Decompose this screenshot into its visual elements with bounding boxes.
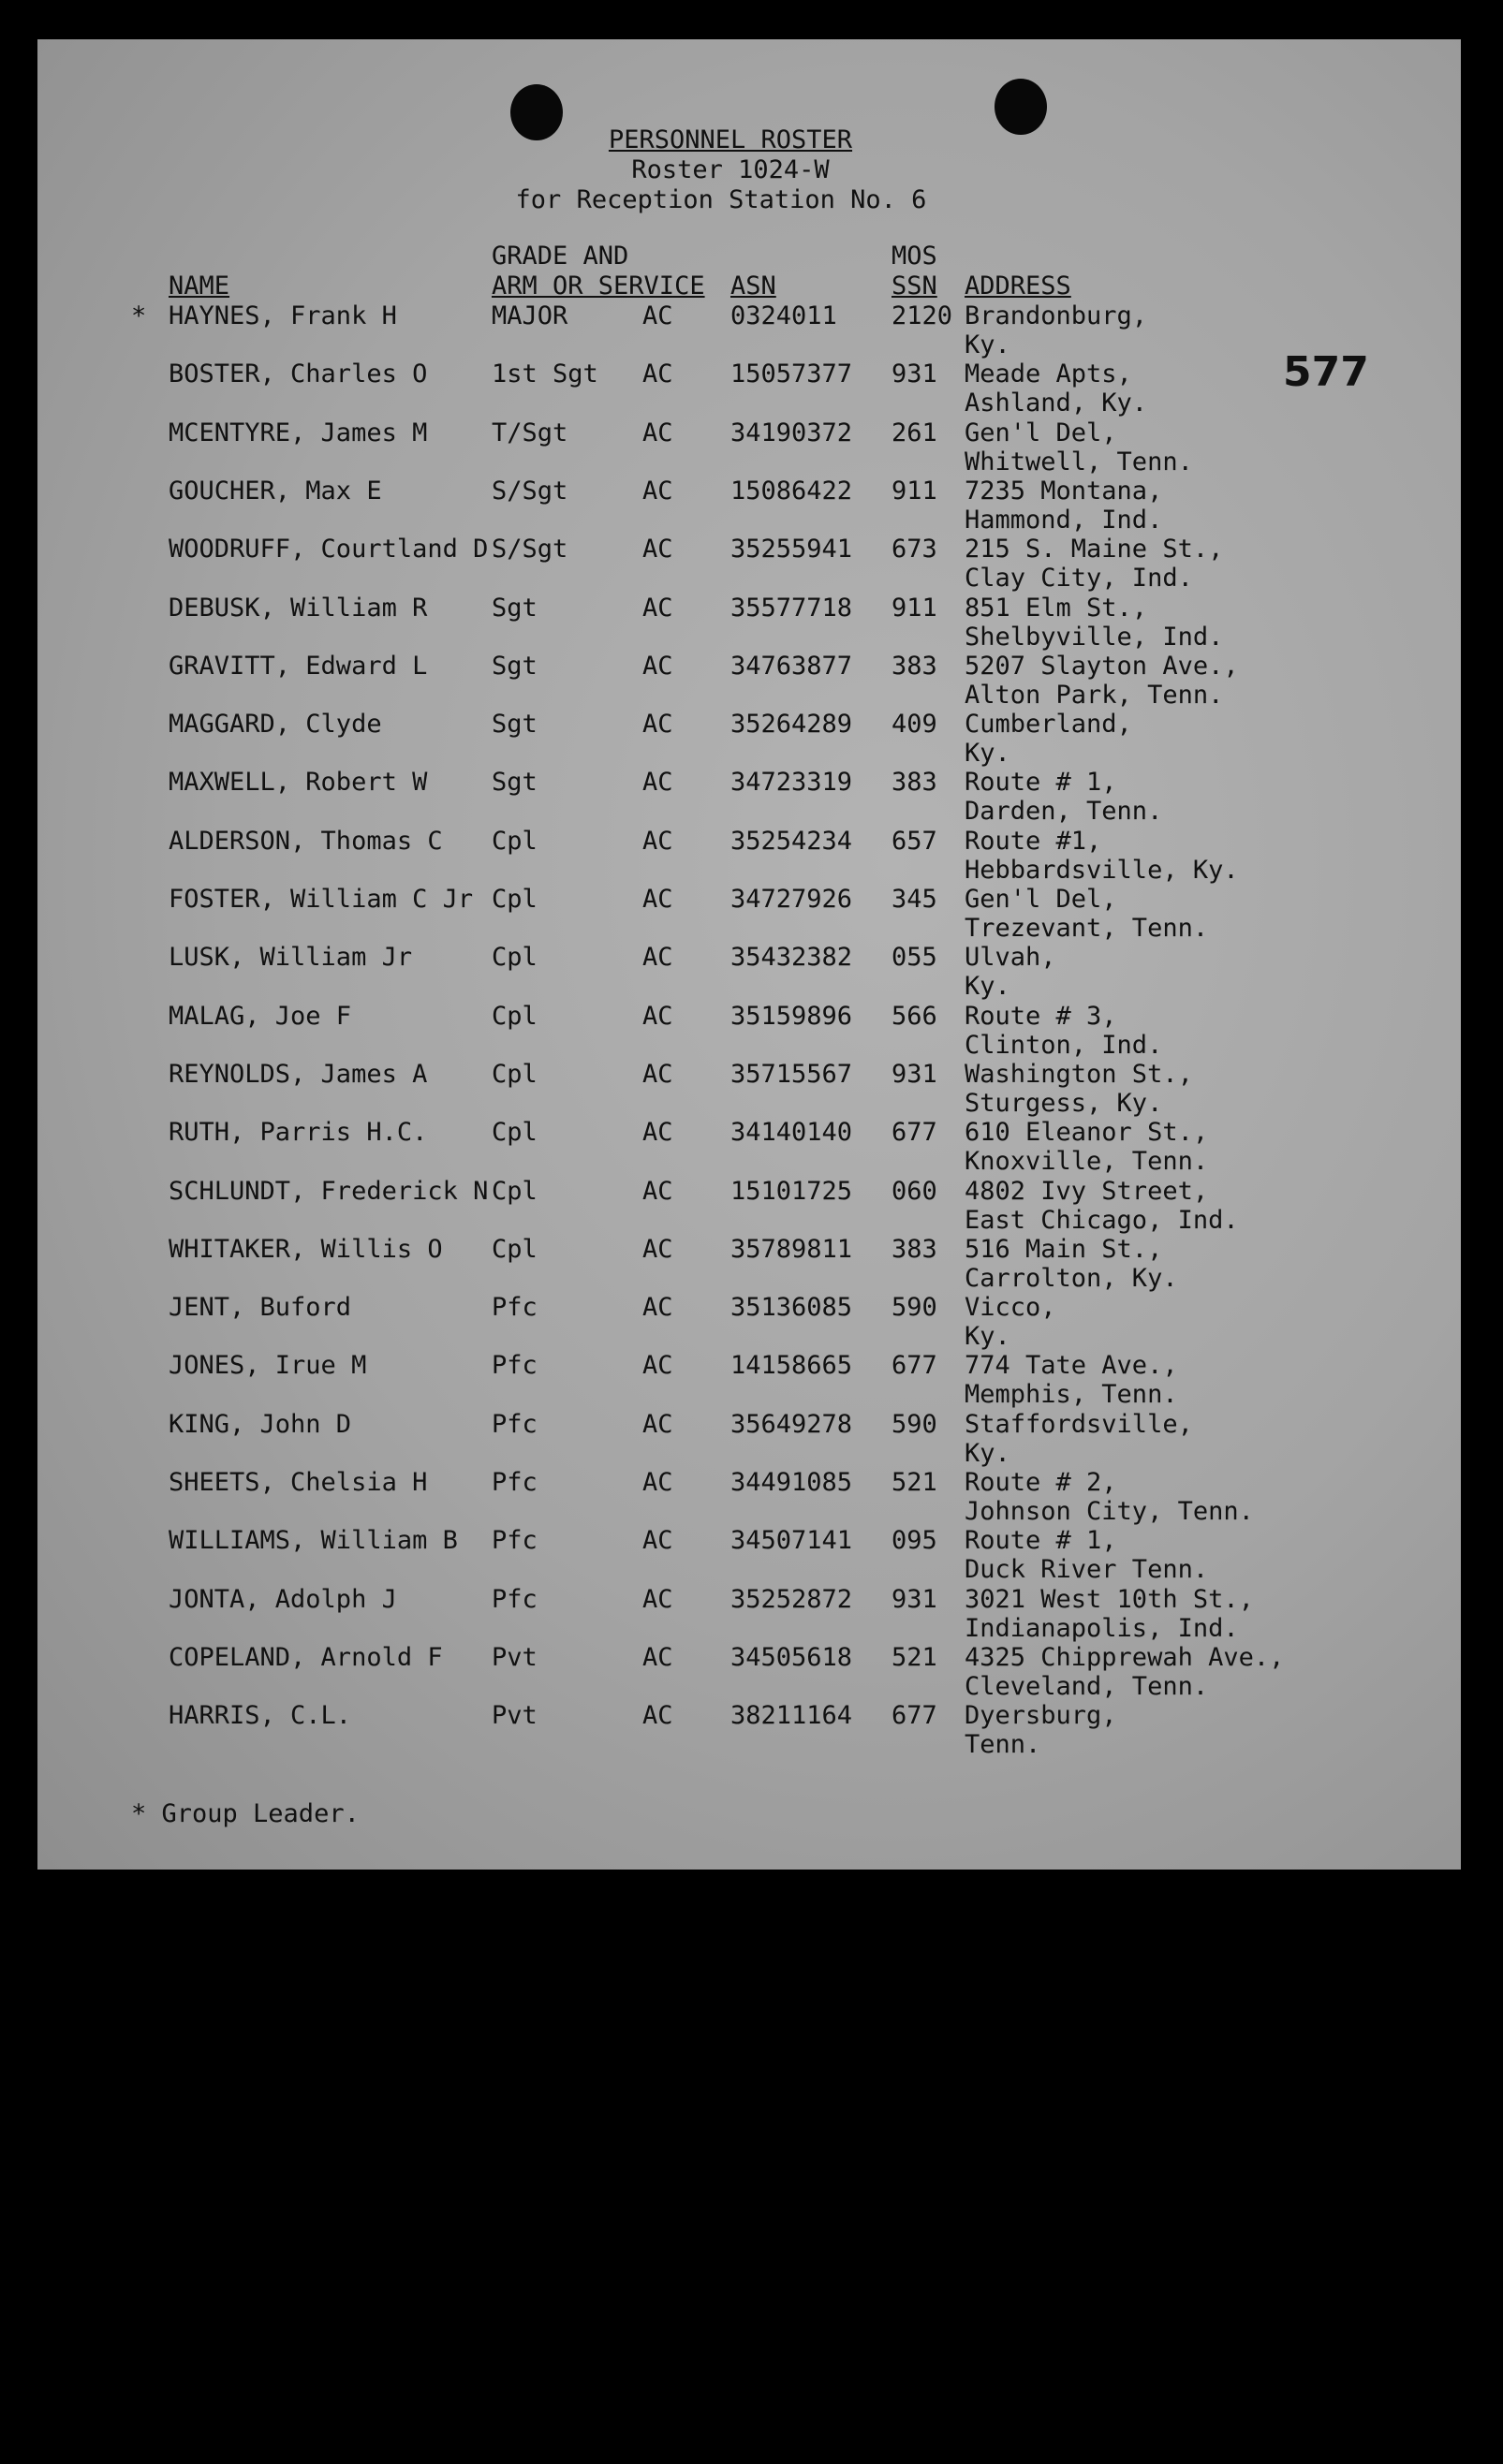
row-asn: 34507141 — [730, 1526, 853, 1556]
row-address-line1: 215 S. Maine St., — [965, 535, 1224, 565]
row-mos: 931 — [891, 359, 937, 389]
row-grade: Pvt — [492, 1701, 538, 1731]
table-row — [37, 1410, 1461, 1468]
row-mos: 521 — [891, 1642, 937, 1672]
row-address-line2: Alton Park, Tenn. — [965, 680, 1224, 710]
row-address-line1: Washington St., — [965, 1059, 1193, 1089]
row-mos: 590 — [891, 1409, 937, 1439]
row-arm-service: AC — [642, 301, 673, 330]
row-address-line1: Dyersburg, — [965, 1701, 1117, 1731]
row-address-line1: 774 Tate Ave., — [965, 1351, 1178, 1381]
row-asn: 34727926 — [730, 885, 853, 914]
row-address-line2: Darden, Tenn. — [965, 797, 1163, 827]
table-row — [37, 943, 1461, 1001]
row-address-line1: 610 Eleanor St., — [965, 1118, 1209, 1148]
row-arm-service: AC — [642, 476, 673, 506]
row-address-line1: 7235 Montana, — [965, 476, 1163, 506]
row-grade: Pvt — [492, 1642, 538, 1672]
row-asn: 35577718 — [730, 593, 853, 623]
table-row — [37, 1701, 1461, 1759]
row-grade: Pfc — [492, 1293, 538, 1323]
row-address-line1: Ulvah, — [965, 943, 1056, 973]
row-mos: 677 — [891, 1351, 937, 1381]
roster-subtitle: for Reception Station No. 6 — [515, 185, 927, 214]
row-address-line2: Tenn. — [965, 1730, 1041, 1760]
row-address-line2: Shelbyville, Ind. — [965, 622, 1224, 652]
row-arm-service: AC — [642, 418, 673, 447]
row-arm-service: AC — [642, 1118, 673, 1148]
row-name: JENT, Buford — [169, 1293, 352, 1323]
table-row — [37, 1118, 1461, 1176]
row-grade: MAJOR — [492, 301, 568, 330]
row-address-line1: 4325 Chipprewah Ave., — [965, 1642, 1285, 1672]
row-grade: Cpl — [492, 1176, 538, 1206]
row-mos: 345 — [891, 885, 937, 914]
col-mos-header: SSN — [891, 271, 937, 301]
row-asn: 15101725 — [730, 1176, 853, 1206]
row-grade: Pfc — [492, 1409, 538, 1439]
row-arm-service: AC — [642, 943, 673, 973]
row-address-line2: Ky. — [965, 330, 1010, 359]
roster-page — [37, 39, 1461, 1870]
table-row — [37, 885, 1461, 943]
row-mos: 931 — [891, 1059, 937, 1089]
row-address-line2: Memphis, Tenn. — [965, 1380, 1178, 1410]
row-mos: 590 — [891, 1293, 937, 1323]
row-grade: Cpl — [492, 1059, 538, 1089]
row-mos: 383 — [891, 1234, 937, 1264]
row-mos: 383 — [891, 768, 937, 798]
row-address-line1: Route #1, — [965, 826, 1102, 856]
row-asn: 35789811 — [730, 1234, 853, 1264]
row-arm-service: AC — [642, 1293, 673, 1323]
row-mos: 566 — [891, 1001, 937, 1031]
table-row — [37, 1526, 1461, 1584]
table-row — [37, 477, 1461, 535]
row-address-line1: Vicco, — [965, 1293, 1056, 1323]
row-grade: Sgt — [492, 651, 538, 681]
row-arm-service: AC — [642, 1059, 673, 1089]
row-arm-service: AC — [642, 1351, 673, 1381]
row-asn: 34491085 — [730, 1468, 853, 1497]
table-row — [37, 418, 1461, 477]
row-grade: 1st Sgt — [492, 359, 598, 389]
row-address-line2: Ashland, Ky. — [965, 389, 1148, 418]
row-address-line1: 4802 Ivy Street, — [965, 1176, 1209, 1206]
row-asn: 38211164 — [730, 1701, 853, 1731]
table-row — [37, 1060, 1461, 1118]
table-row — [37, 535, 1461, 593]
row-arm-service: AC — [642, 1234, 673, 1264]
row-address-line2: Duck River Tenn. — [965, 1555, 1209, 1585]
table-row — [37, 1177, 1461, 1235]
row-name: SCHLUNDT, Frederick N — [169, 1176, 489, 1206]
row-name: WOODRUFF, Courtland D — [169, 535, 489, 565]
row-grade: Sgt — [492, 768, 538, 798]
row-address-line1: Route # 1, — [965, 768, 1117, 798]
row-arm-service: AC — [642, 1468, 673, 1497]
col-asn-header: ASN — [730, 271, 776, 301]
row-grade: S/Sgt — [492, 535, 568, 565]
row-asn: 35159896 — [730, 1001, 853, 1031]
row-asn: 34723319 — [730, 768, 853, 798]
row-address-line1: Meade Apts, — [965, 359, 1132, 389]
row-mos: 095 — [891, 1526, 937, 1556]
table-row — [37, 594, 1461, 652]
row-name: SHEETS, Chelsia H — [169, 1468, 428, 1497]
row-address-line1: 851 Elm St., — [965, 593, 1148, 623]
table-row — [37, 652, 1461, 710]
row-name: BOSTER, Charles O — [169, 359, 428, 389]
row-grade: Cpl — [492, 885, 538, 914]
col-address-header: ADDRESS — [965, 271, 1071, 301]
row-arm-service: AC — [642, 651, 673, 681]
row-mos: 060 — [891, 1176, 937, 1206]
row-asn: 34190372 — [730, 418, 853, 447]
table-row — [37, 1235, 1461, 1293]
table-row — [37, 1643, 1461, 1701]
row-arm-service: AC — [642, 768, 673, 798]
row-address-line1: Brandonburg, — [965, 301, 1148, 330]
row-asn: 35264289 — [730, 710, 853, 740]
row-name: HARRIS, C.L. — [169, 1701, 352, 1731]
roster-title: PERSONNEL ROSTER — [608, 125, 853, 154]
table-row — [37, 1468, 1461, 1526]
row-asn: 35715567 — [730, 1059, 853, 1089]
row-arm-service: AC — [642, 1409, 673, 1439]
row-address-line2: East Chicago, Ind. — [965, 1205, 1239, 1235]
row-address-line1: Gen'l Del, — [965, 418, 1117, 447]
row-arm-service: AC — [642, 1701, 673, 1731]
page-number: 577 — [1283, 348, 1369, 396]
row-address-line2: Trezevant, Tenn. — [965, 914, 1209, 943]
row-address-line1: Gen'l Del, — [965, 885, 1117, 914]
row-name: MAXWELL, Robert W — [169, 768, 428, 798]
row-mos: 677 — [891, 1118, 937, 1148]
row-grade: Sgt — [492, 593, 538, 623]
row-arm-service: AC — [642, 593, 673, 623]
row-grade: S/Sgt — [492, 476, 568, 506]
row-address-line2: Ky. — [965, 739, 1010, 769]
row-asn: 34505618 — [730, 1642, 853, 1672]
row-arm-service: AC — [642, 359, 673, 389]
row-address-line2: Hammond, Ind. — [965, 505, 1163, 535]
row-address-line1: 5207 Slayton Ave., — [965, 651, 1239, 681]
row-mos: 911 — [891, 593, 937, 623]
row-name: GOUCHER, Max E — [169, 476, 382, 506]
footnote: * Group Leader. — [131, 1799, 360, 1828]
row-name: JONTA, Adolph J — [169, 1584, 397, 1614]
row-name: MCENTYRE, James M — [169, 418, 428, 447]
row-name: ALDERSON, Thomas C — [169, 826, 443, 856]
row-address-line2: Hebbardsville, Ky. — [965, 855, 1239, 885]
row-name: WHITAKER, Willis O — [169, 1234, 443, 1264]
row-address-line2: Sturgess, Ky. — [965, 1088, 1163, 1118]
row-grade: Pfc — [492, 1351, 538, 1381]
row-mos: 2120 — [891, 301, 953, 330]
row-arm-service: AC — [642, 1584, 673, 1614]
row-grade: Sgt — [492, 710, 538, 740]
row-grade: Cpl — [492, 1118, 538, 1148]
row-mos: 521 — [891, 1468, 937, 1497]
row-asn: 35136085 — [730, 1293, 853, 1323]
row-grade: Cpl — [492, 826, 538, 856]
row-arm-service: AC — [642, 710, 673, 740]
row-address-line1: 3021 West 10th St., — [965, 1584, 1254, 1614]
row-mos: 911 — [891, 476, 937, 506]
row-name: LUSK, William Jr — [169, 943, 413, 973]
row-address-line1: Route # 3, — [965, 1001, 1117, 1031]
row-asn: 34140140 — [730, 1118, 853, 1148]
col-grade-header: ARM OR SERVICE — [492, 271, 705, 301]
row-address-line1: Route # 1, — [965, 1526, 1117, 1556]
row-grade: T/Sgt — [492, 418, 568, 447]
row-name: FOSTER, William C Jr — [169, 885, 474, 914]
row-name: KING, John D — [169, 1409, 352, 1439]
row-asn: 15086422 — [730, 476, 853, 506]
table-row — [37, 1351, 1461, 1409]
row-name: GRAVITT, Edward L — [169, 651, 428, 681]
row-grade: Pfc — [492, 1526, 538, 1556]
table-row — [37, 1293, 1461, 1351]
row-name: REYNOLDS, James A — [169, 1059, 428, 1089]
table-row — [37, 301, 1461, 359]
row-address-line2: Indianapolis, Ind. — [965, 1613, 1239, 1643]
table-row — [37, 827, 1461, 885]
row-arm-service: AC — [642, 535, 673, 565]
row-asn: 35649278 — [730, 1409, 853, 1439]
row-address-line2: Clinton, Ind. — [965, 1030, 1163, 1060]
row-name: RUTH, Parris H.C. — [169, 1118, 428, 1148]
row-address-line2: Clay City, Ind. — [965, 564, 1193, 594]
row-asn: 35432382 — [730, 943, 853, 973]
table-row — [37, 768, 1461, 826]
roster-number: Roster 1024-W — [631, 155, 830, 184]
row-asn: 35252872 — [730, 1584, 853, 1614]
row-grade: Cpl — [492, 1234, 538, 1264]
row-name: DEBUSK, William R — [169, 593, 428, 623]
row-asn: 34763877 — [730, 651, 853, 681]
row-grade: Cpl — [492, 1001, 538, 1031]
row-grade: Pfc — [492, 1468, 538, 1497]
row-address-line1: 516 Main St., — [965, 1234, 1163, 1264]
row-asn: 14158665 — [730, 1351, 853, 1381]
row-name: COPELAND, Arnold F — [169, 1642, 443, 1672]
row-name: MAGGARD, Clyde — [169, 710, 382, 740]
row-address-line2: Carrolton, Ky. — [965, 1263, 1178, 1293]
col-grade-top: GRADE AND — [492, 242, 629, 271]
row-arm-service: AC — [642, 1001, 673, 1031]
row-arm-service: AC — [642, 885, 673, 914]
row-asn: 15057377 — [730, 359, 853, 389]
row-address-line2: Ky. — [965, 1438, 1010, 1468]
table-row — [37, 348, 1461, 418]
row-address-line1: Route # 2, — [965, 1468, 1117, 1497]
row-asn: 35254234 — [730, 826, 853, 856]
row-address-line2: Cleveland, Tenn. — [965, 1671, 1209, 1701]
row-arm-service: AC — [642, 1176, 673, 1206]
row-address-line2: Ky. — [965, 972, 1010, 1002]
row-address-line2: Ky. — [965, 1322, 1010, 1352]
col-mos-top: MOS — [891, 242, 937, 271]
row-address-line2: Johnson City, Tenn. — [965, 1497, 1254, 1526]
row-mos: 673 — [891, 535, 937, 565]
row-arm-service: AC — [642, 1642, 673, 1672]
row-mos: 055 — [891, 943, 937, 973]
row-mos: 261 — [891, 418, 937, 447]
row-grade: Cpl — [492, 943, 538, 973]
row-grade: Pfc — [492, 1584, 538, 1614]
row-name: JONES, Irue M — [169, 1351, 367, 1381]
row-mos: 409 — [891, 710, 937, 740]
row-name: HAYNES, Frank H — [169, 301, 397, 330]
row-mos: 657 — [891, 826, 937, 856]
table-row — [37, 1002, 1461, 1060]
row-arm-service: AC — [642, 1526, 673, 1556]
table-row — [37, 710, 1461, 768]
row-mos: 677 — [891, 1701, 937, 1731]
row-mos: 383 — [891, 651, 937, 681]
table-row — [37, 1585, 1461, 1643]
row-address-line1: Staffordsville, — [965, 1409, 1193, 1439]
row-address-line2: Whitwell, Tenn. — [965, 447, 1193, 477]
row-address-line1: Cumberland, — [965, 710, 1132, 740]
row-asn: 0324011 — [730, 301, 837, 330]
row-mos: 931 — [891, 1584, 937, 1614]
row-arm-service: AC — [642, 826, 673, 856]
row-address-line2: Knoxville, Tenn. — [965, 1147, 1209, 1177]
col-name-header: NAME — [169, 271, 230, 301]
row-name: MALAG, Joe F — [169, 1001, 352, 1031]
row-star-marker: * — [131, 301, 147, 330]
row-name: WILLIAMS, William B — [169, 1526, 458, 1556]
row-asn: 35255941 — [730, 535, 853, 565]
